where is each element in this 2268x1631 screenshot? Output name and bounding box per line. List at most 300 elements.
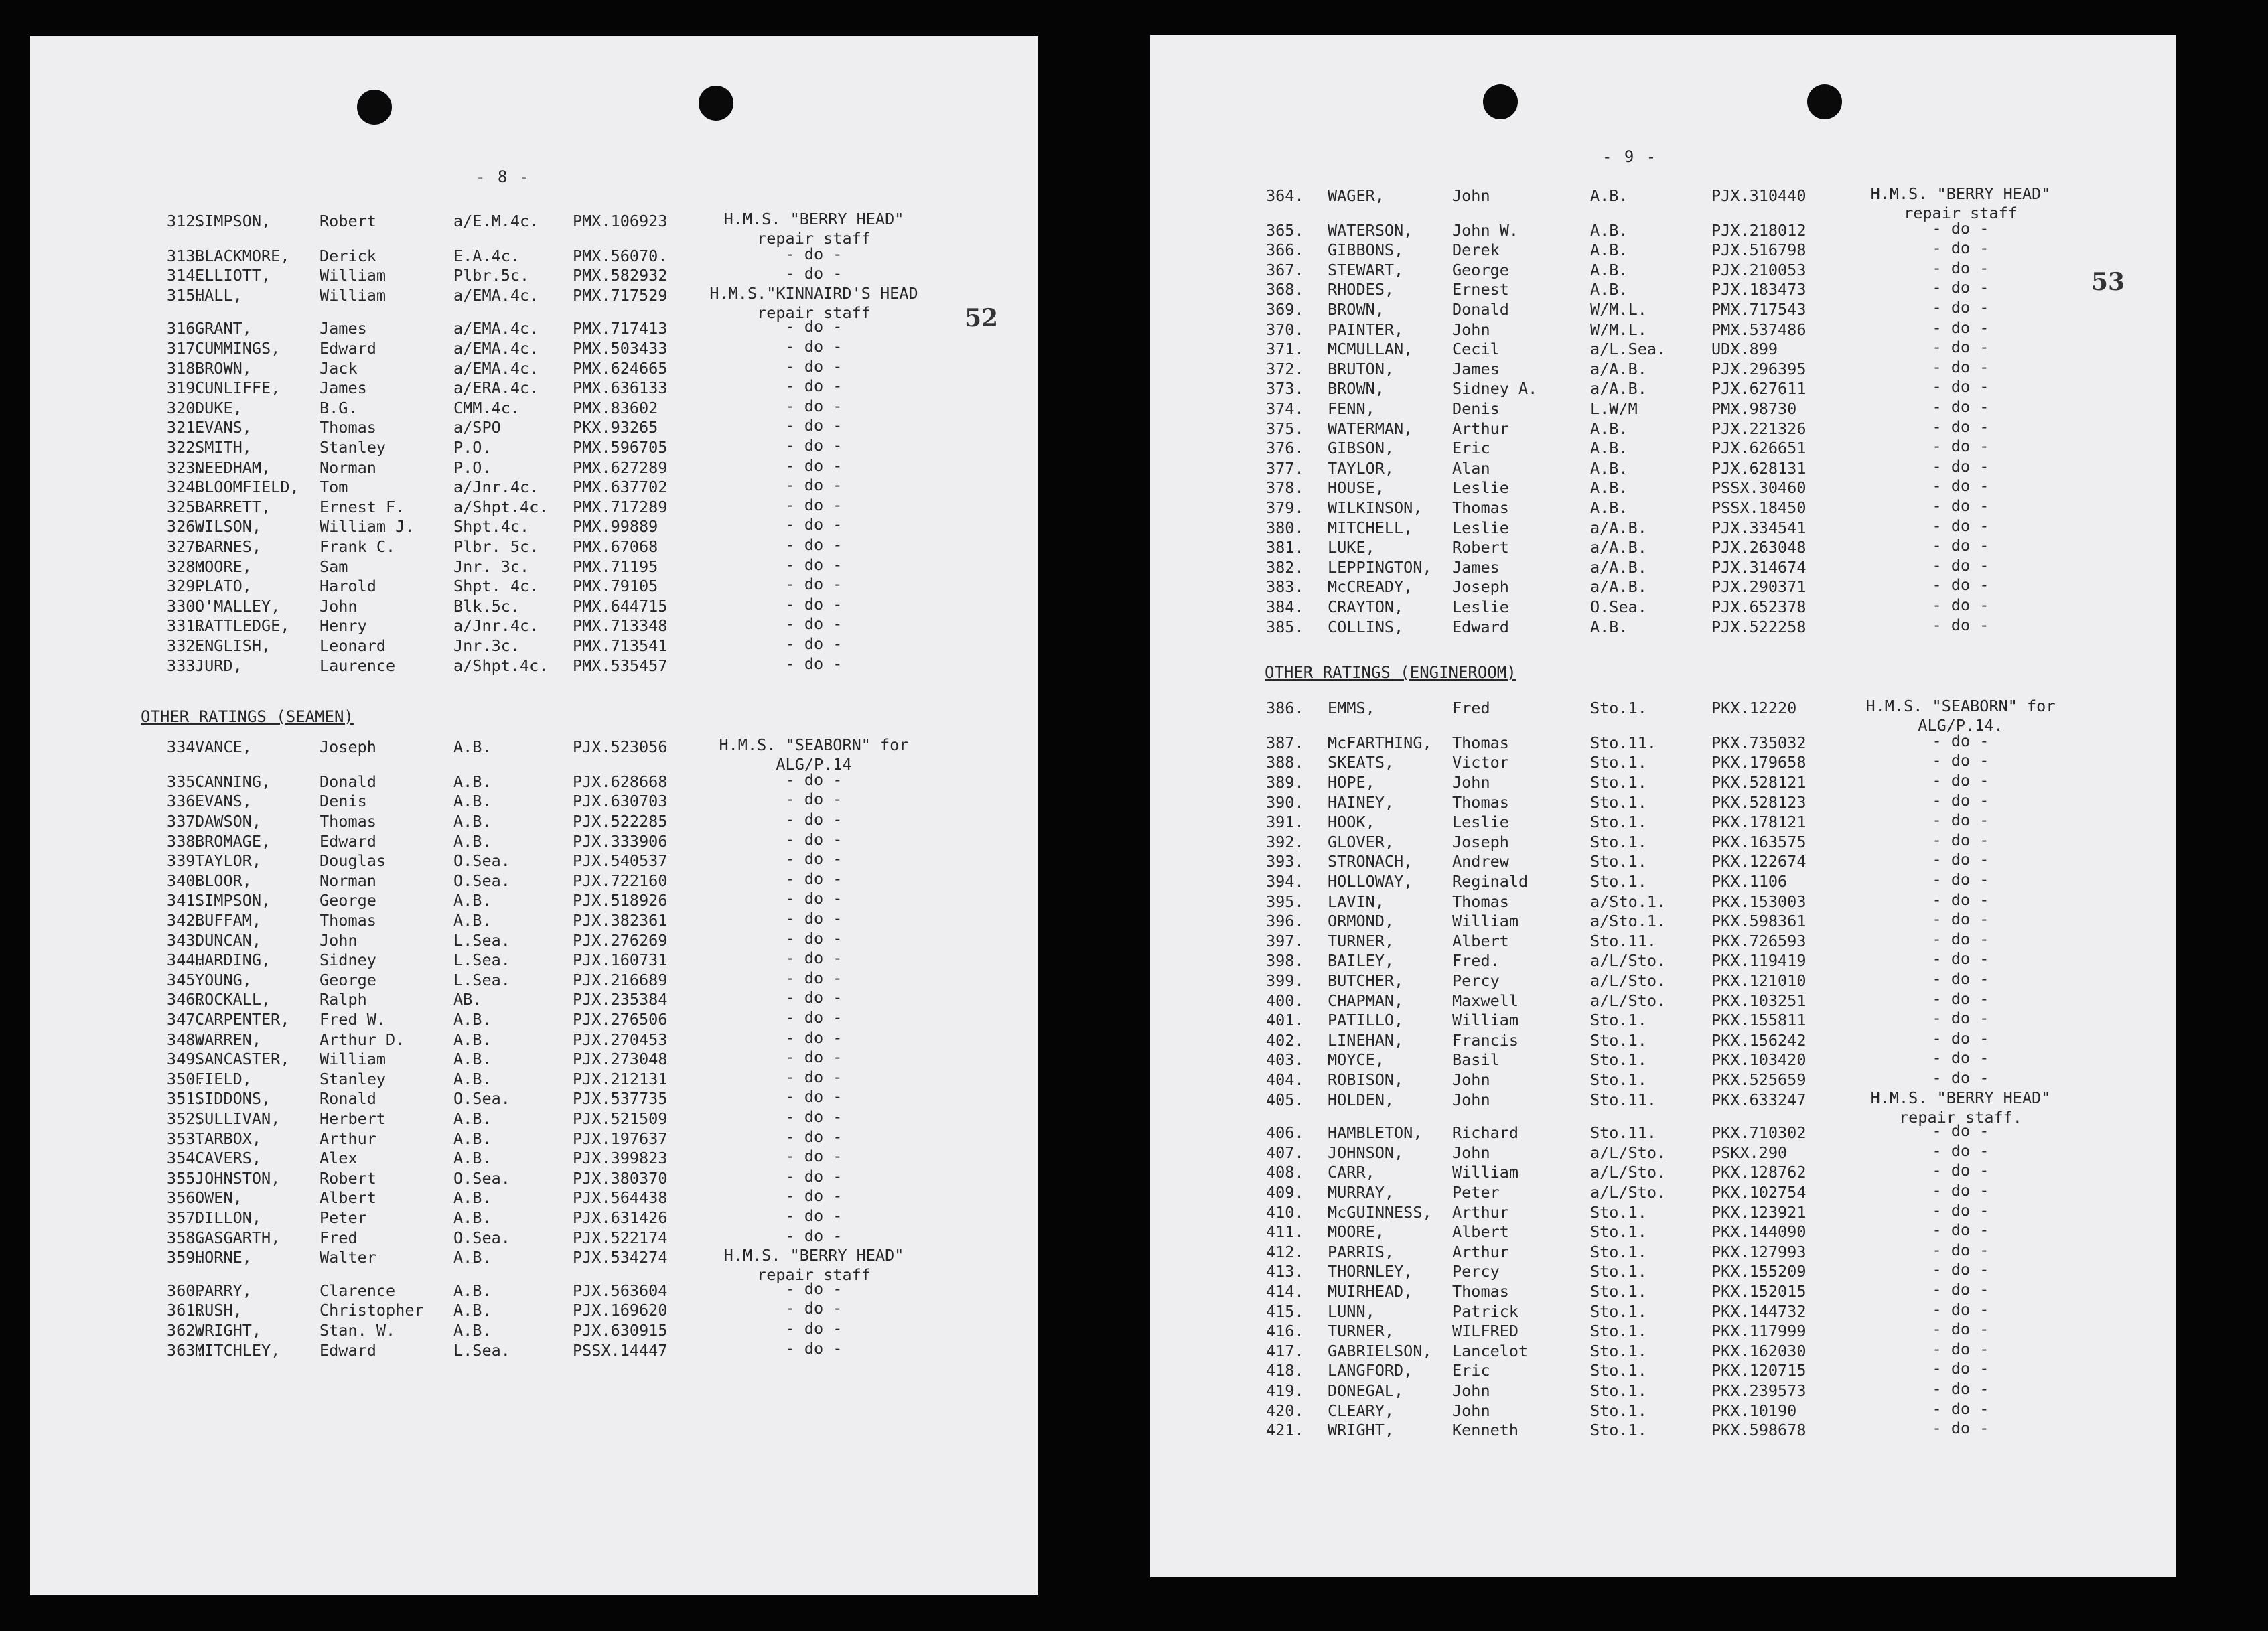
forename: John (1452, 1070, 1490, 1089)
forename: John (1452, 1143, 1490, 1162)
official-number: PMX.99889 (573, 517, 658, 537)
entry-number: 414. (1266, 1282, 1304, 1301)
surname: ENGLISH, (195, 636, 271, 655)
rating: Blk.5c. (453, 596, 520, 616)
official-number: PJX.534274 (573, 1248, 668, 1267)
rating: E.A.4c. (453, 246, 520, 265)
entry-number: 405. (1266, 1090, 1304, 1109)
rating: W/M.L. (1590, 320, 1647, 339)
remark: - do - (1932, 238, 1989, 258)
official-number: PJX.334541 (1711, 518, 1806, 537)
rating: A.B. (453, 1208, 492, 1227)
forename: Ernest (1452, 280, 1509, 299)
forename: Laurence (320, 656, 396, 675)
rating: L.Sea. (453, 970, 510, 989)
rating: a/ERA.4c. (453, 378, 539, 398)
forename: Joseph (320, 737, 376, 757)
official-number: PKX.163575 (1711, 832, 1806, 851)
punch-hole (1483, 84, 1518, 119)
surname: GASGARTH, (195, 1228, 281, 1247)
official-number: PKX.117999 (1711, 1322, 1806, 1341)
rating: L.Sea. (453, 1340, 510, 1360)
official-number: PJX.380370 (573, 1168, 668, 1188)
forename: Thomas (1452, 892, 1509, 911)
rating: A.B. (1590, 439, 1628, 458)
remark: - do - (785, 614, 843, 634)
entry-number: 408. (1266, 1163, 1304, 1182)
official-number: PKX.123921 (1711, 1202, 1806, 1222)
surname: CRAYTON, (1328, 597, 1404, 616)
entry-number: 388. (1266, 753, 1304, 772)
rating: a/EMA.4c. (453, 358, 539, 378)
rating: A.B. (1590, 220, 1628, 240)
rating: Plbr.5c. (453, 266, 530, 285)
forename: George (320, 891, 376, 910)
forename: John (1452, 1401, 1490, 1420)
forename: Fred. (1452, 951, 1500, 971)
forename: Norman (320, 871, 376, 890)
official-number: PJX.382361 (573, 911, 668, 930)
rating: A.B. (453, 737, 492, 757)
forename: John (1452, 186, 1490, 205)
remark: - do - (1932, 1181, 1989, 1200)
rating: A.B. (1590, 617, 1628, 636)
remark: - do - (1932, 1260, 1989, 1279)
rating: Sto.1. (1590, 1202, 1647, 1222)
forename: Thomas (320, 812, 376, 831)
forename: Thomas (1452, 733, 1509, 752)
forename: Alex (320, 1149, 358, 1168)
forename: Victor (1452, 753, 1509, 772)
remark: - do - (1932, 417, 1989, 436)
entry-number: 407. (1266, 1143, 1304, 1162)
punch-hole (357, 90, 392, 125)
remark: - do - (785, 264, 843, 283)
surname: BLOOR, (195, 871, 252, 890)
remark: - do - (1932, 1339, 1989, 1358)
remark: - do - (785, 1147, 843, 1166)
entry-number: 315. (167, 285, 205, 305)
entry-number: 372. (1266, 359, 1304, 378)
surname: SMITH, (195, 438, 252, 457)
forename: Cecil (1452, 340, 1500, 359)
entry-number: 401. (1266, 1011, 1304, 1030)
forename: Arthur (1452, 419, 1509, 438)
surname: SULLIVAN, (195, 1109, 281, 1128)
entry-number: 331. (167, 616, 205, 636)
page-9 (1150, 35, 2176, 1577)
official-number: PKX.155209 (1711, 1262, 1806, 1281)
entry-number: 400. (1266, 991, 1304, 1010)
rating: a/L/Sto. (1590, 951, 1667, 971)
entry-number: 333. (167, 656, 205, 675)
entry-number: 335. (167, 772, 205, 791)
surname: LEPPINGTON, (1328, 557, 1432, 577)
forename: John (1452, 773, 1490, 792)
forename: Thomas (1452, 498, 1509, 517)
entry-number: 392. (1266, 832, 1304, 851)
forename: William (320, 285, 386, 305)
remark: - do - (1932, 830, 1989, 849)
forename: Arthur D. (320, 1030, 405, 1049)
entry-number: 316. (167, 319, 205, 338)
rating: a/Shpt.4c. (453, 656, 549, 675)
folio-number: 52 (965, 304, 999, 332)
rating: A.B. (453, 812, 492, 831)
entry-number: 377. (1266, 458, 1304, 478)
remark: - do - (1932, 810, 1989, 830)
surname: HOPE, (1328, 773, 1375, 792)
forename: William (1452, 912, 1519, 931)
entry-number: 323. (167, 457, 205, 477)
forename: Derek (1452, 240, 1500, 260)
remark: - do - (1932, 751, 1989, 770)
official-number: PJX.628668 (573, 772, 668, 791)
surname: WATERMAN, (1328, 419, 1413, 438)
remark: - do - (1932, 890, 1989, 909)
surname: BUTCHER, (1328, 971, 1404, 990)
official-number: PJX.310440 (1711, 186, 1806, 205)
forename: Leslie (1452, 478, 1509, 498)
entry-number: 387. (1266, 733, 1304, 752)
official-number: PKX.162030 (1711, 1341, 1806, 1360)
official-number: PKX.178121 (1711, 812, 1806, 832)
remark: - do - (1932, 1048, 1989, 1068)
remark: - do - (785, 928, 843, 948)
rating: Sto.1. (1590, 1070, 1647, 1089)
entry-number: 314. (167, 266, 205, 285)
entry-number: 347. (167, 1010, 205, 1029)
page-number: - 9 - (1602, 147, 1658, 166)
official-number: PKX.598678 (1711, 1421, 1806, 1440)
surname: ELLIOTT, (195, 266, 271, 285)
remark: - do - (785, 244, 843, 263)
entry-number: 376. (1266, 439, 1304, 458)
surname: TURNER, (1328, 931, 1395, 950)
surname: TARBOX, (195, 1129, 262, 1148)
official-number: PKX.144732 (1711, 1301, 1806, 1321)
forename: John (1452, 320, 1490, 339)
remark: - do - (1932, 298, 1989, 317)
entry-number: 404. (1266, 1070, 1304, 1089)
official-number: PJX.628131 (1711, 458, 1806, 478)
forename: Reginald (1452, 872, 1529, 891)
entry-number: 356. (167, 1188, 205, 1208)
forename: Denis (1452, 399, 1500, 418)
remark: - do - (785, 968, 843, 987)
surname: NEEDHAM, (195, 457, 271, 477)
remark: - do - (785, 515, 843, 535)
remark: H.M.S. "BERRY HEAD" repair staff (723, 210, 904, 248)
surname: RHODES, (1328, 280, 1395, 299)
remark: - do - (1932, 555, 1989, 575)
remark: - do - (1932, 1068, 1989, 1087)
entry-number: 346. (167, 990, 205, 1009)
remark: - do - (1932, 1121, 1989, 1141)
surname: PARRIS, (1328, 1242, 1395, 1261)
remark: - do - (1932, 771, 1989, 790)
surname: HOLDEN, (1328, 1090, 1395, 1109)
surname: LINEHAN, (1328, 1030, 1404, 1050)
official-number: PKX.735032 (1711, 733, 1806, 752)
rating: A.B. (1590, 260, 1628, 279)
official-number: PJX.263048 (1711, 538, 1806, 557)
surname: CARR, (1328, 1163, 1375, 1182)
rating: A.B. (453, 891, 492, 910)
remark: - do - (785, 1166, 843, 1186)
forename: Andrew (1452, 852, 1509, 871)
surname: LUNN, (1328, 1301, 1375, 1321)
rating: Sto.1. (1590, 1011, 1647, 1030)
remark: - do - (785, 1279, 843, 1298)
rating: a/A.B. (1590, 379, 1647, 399)
forename: Edward (1452, 617, 1509, 636)
remark: H.M.S. "BERRY HEAD" repair staff (723, 1246, 904, 1285)
surname: McFARTHING, (1328, 733, 1432, 752)
official-number: PMX.83602 (573, 398, 658, 417)
surname: BARNES, (195, 537, 262, 556)
entry-number: 417. (1266, 1341, 1304, 1360)
surname: DUKE, (195, 398, 242, 417)
forename: Albert (320, 1188, 376, 1208)
entry-number: 348. (167, 1030, 205, 1049)
rating: A.B. (1590, 458, 1628, 478)
rating: P.O. (453, 438, 492, 457)
rating: a/EMA.4c. (453, 285, 539, 305)
surname: RATTLEDGE, (195, 616, 290, 636)
section-heading: OTHER RATINGS (ENGINEROOM) (1265, 663, 1516, 682)
rating: A.B. (1590, 186, 1628, 205)
official-number: PJX.212131 (573, 1069, 668, 1088)
surname: DUNCAN, (195, 930, 262, 950)
rating: A.B. (453, 1069, 492, 1088)
rating: a/A.B. (1590, 518, 1647, 537)
official-number: PSSX.14447 (573, 1340, 668, 1360)
entry-number: 354. (167, 1149, 205, 1168)
forename: Fred W. (320, 1010, 386, 1029)
entry-number: 320. (167, 398, 205, 417)
official-number: PMX.636133 (573, 378, 668, 398)
remark: - do - (1932, 595, 1989, 614)
entry-number: 336. (167, 792, 205, 811)
rating: A.B. (453, 1030, 492, 1049)
official-number: PMX.644715 (573, 596, 668, 616)
official-number: PJX.276506 (573, 1010, 668, 1029)
rating: a/SPO (453, 418, 501, 437)
surname: COLLINS, (1328, 617, 1404, 636)
entry-number: 396. (1266, 912, 1304, 931)
official-number: PMX.582932 (573, 266, 668, 285)
rating: a/EMA.4c. (453, 339, 539, 358)
surname: STEWART, (1328, 260, 1404, 279)
remark: - do - (1932, 1299, 1989, 1319)
remark: H.M.S. "SEABORN" for ALG/P.14. (1865, 697, 2056, 735)
forename: Edward (320, 831, 376, 851)
entry-number: 337. (167, 812, 205, 831)
rating: Sto.1. (1590, 1341, 1647, 1360)
official-number: PSKX.290 (1711, 1143, 1788, 1162)
entry-number: 313. (167, 246, 205, 265)
entry-number: 322. (167, 438, 205, 457)
official-number: PMX.71195 (573, 557, 658, 576)
surname: HALL, (195, 285, 242, 305)
entry-number: 416. (1266, 1322, 1304, 1341)
entry-number: 386. (1266, 699, 1304, 718)
surname: TAYLOR, (1328, 458, 1395, 478)
remark: - do - (1932, 1141, 1989, 1160)
surname: WILSON, (195, 517, 262, 537)
remark: - do - (785, 1186, 843, 1206)
entry-number: 381. (1266, 538, 1304, 557)
remark: - do - (1932, 338, 1989, 357)
surname: JOHNSTON, (195, 1168, 281, 1188)
remark: - do - (785, 829, 843, 849)
entry-number: 363. (167, 1340, 205, 1360)
surname: ORMOND, (1328, 912, 1395, 931)
entry-number: 379. (1266, 498, 1304, 517)
forename: Eric (1452, 1361, 1490, 1380)
official-number: PJX.722160 (573, 871, 668, 890)
remark: - do - (785, 1206, 843, 1225)
forename: Lancelot (1452, 1341, 1529, 1360)
rating: AB. (453, 990, 482, 1009)
forename: Leonard (320, 636, 386, 655)
section-heading: OTHER RATINGS (SEAMEN) (141, 707, 354, 726)
remark: - do - (1932, 850, 1989, 869)
remark: - do - (785, 634, 843, 653)
forename: John (1452, 1381, 1490, 1400)
forename: Sidney (320, 950, 376, 970)
official-number: PKX.153003 (1711, 892, 1806, 911)
surname: SKEATS, (1328, 753, 1395, 772)
page-number: - 8 - (476, 167, 531, 186)
rating: A.B. (453, 1301, 492, 1320)
surname: BROMAGE, (195, 831, 271, 851)
forename: Derick (320, 246, 376, 265)
forename: Robert (320, 1168, 376, 1188)
forename: Joseph (1452, 832, 1509, 851)
surname: MCMULLAN, (1328, 340, 1413, 359)
remark: - do - (785, 337, 843, 356)
rating: A.B. (453, 1010, 492, 1029)
surname: CUMMINGS, (195, 339, 281, 358)
surname: PLATO, (195, 577, 252, 596)
forename: Patrick (1452, 1301, 1519, 1321)
entry-number: 338. (167, 831, 205, 851)
official-number: PKX.93265 (573, 418, 658, 437)
surname: DILLON, (195, 1208, 262, 1227)
rating: a/Shpt.4c. (453, 497, 549, 516)
remark: - do - (1932, 575, 1989, 595)
remark: - do - (1932, 969, 1989, 988)
official-number: PJX.564438 (573, 1188, 668, 1208)
official-number: PKX.102754 (1711, 1183, 1806, 1202)
forename: Douglas (320, 851, 386, 871)
official-number: PMX.537486 (1711, 320, 1806, 339)
surname: MITCHLEY, (195, 1340, 281, 1360)
forename: George (1452, 260, 1509, 279)
surname: MITCHELL, (1328, 518, 1413, 537)
entry-number: 412. (1266, 1242, 1304, 1261)
forename: Percy (1452, 1262, 1500, 1281)
remark: - do - (785, 436, 843, 455)
forename: Edward (320, 1340, 376, 1360)
rating: Sto.11. (1590, 1090, 1657, 1109)
rating: P.O. (453, 457, 492, 477)
surname: MOYCE, (1328, 1050, 1385, 1070)
remark: - do - (785, 1008, 843, 1027)
remark: - do - (785, 1338, 843, 1358)
rating: a/L/Sto. (1590, 1143, 1667, 1162)
surname: MUIRHEAD, (1328, 1282, 1413, 1301)
entry-number: 368. (1266, 280, 1304, 299)
remark: - do - (1932, 317, 1989, 337)
rating: O.Sea. (453, 871, 510, 890)
surname: BROWN, (1328, 379, 1385, 399)
remark: - do - (1932, 1161, 1989, 1180)
remark: - do - (785, 1087, 843, 1107)
rating: A.B. (1590, 498, 1628, 517)
surname: MURRAY, (1328, 1183, 1395, 1202)
remark: - do - (785, 356, 843, 376)
remark: - do - (785, 476, 843, 495)
surname: McGUINNESS, (1328, 1202, 1432, 1222)
rating: A.B. (1590, 478, 1628, 498)
entry-number: 367. (1266, 260, 1304, 279)
official-number: PMX.637702 (573, 478, 668, 497)
surname: CUNLIFFE, (195, 378, 281, 398)
remark: H.M.S. "SEABORN" for ALG/P.14 (719, 735, 909, 774)
official-number: PJX.652378 (1711, 597, 1806, 616)
remark: - do - (785, 1027, 843, 1047)
remark: - do - (1932, 1419, 1989, 1438)
remark: - do - (1932, 1280, 1989, 1299)
surname: OWEN, (195, 1188, 242, 1208)
rating: a/L/Sto. (1590, 1183, 1667, 1202)
remark: - do - (785, 948, 843, 968)
remark: - do - (785, 909, 843, 928)
entry-number: 406. (1266, 1123, 1304, 1143)
remark: - do - (785, 555, 843, 574)
entry-number: 342. (167, 911, 205, 930)
rating: Sto.1. (1590, 1381, 1647, 1400)
surname: BUFFAM, (195, 911, 262, 930)
surname: McCREADY, (1328, 577, 1413, 597)
entry-number: 385. (1266, 617, 1304, 636)
forename: Peter (1452, 1183, 1500, 1202)
entry-number: 329. (167, 577, 205, 596)
official-number: PKX.710302 (1711, 1123, 1806, 1143)
entry-number: 355. (167, 1168, 205, 1188)
remark: - do - (785, 1127, 843, 1146)
surname: LANGFORD, (1328, 1361, 1413, 1380)
surname: CARPENTER, (195, 1010, 290, 1029)
remark: - do - (785, 810, 843, 829)
forename: Ralph (320, 990, 367, 1009)
surname: THORNLEY, (1328, 1262, 1413, 1281)
official-number: PMX.535457 (573, 656, 668, 675)
rating: W/M.L. (1590, 300, 1647, 319)
entry-number: 345. (167, 970, 205, 989)
remark: - do - (1932, 1320, 1989, 1339)
official-number: PKX.10190 (1711, 1401, 1797, 1420)
surname: SIMPSON, (195, 891, 271, 910)
rating: A.B. (1590, 280, 1628, 299)
official-number: PJX.518926 (573, 891, 668, 910)
official-number: PKX.239573 (1711, 1381, 1806, 1400)
forename: Richard (1452, 1123, 1519, 1143)
remark: - do - (1932, 1240, 1989, 1259)
